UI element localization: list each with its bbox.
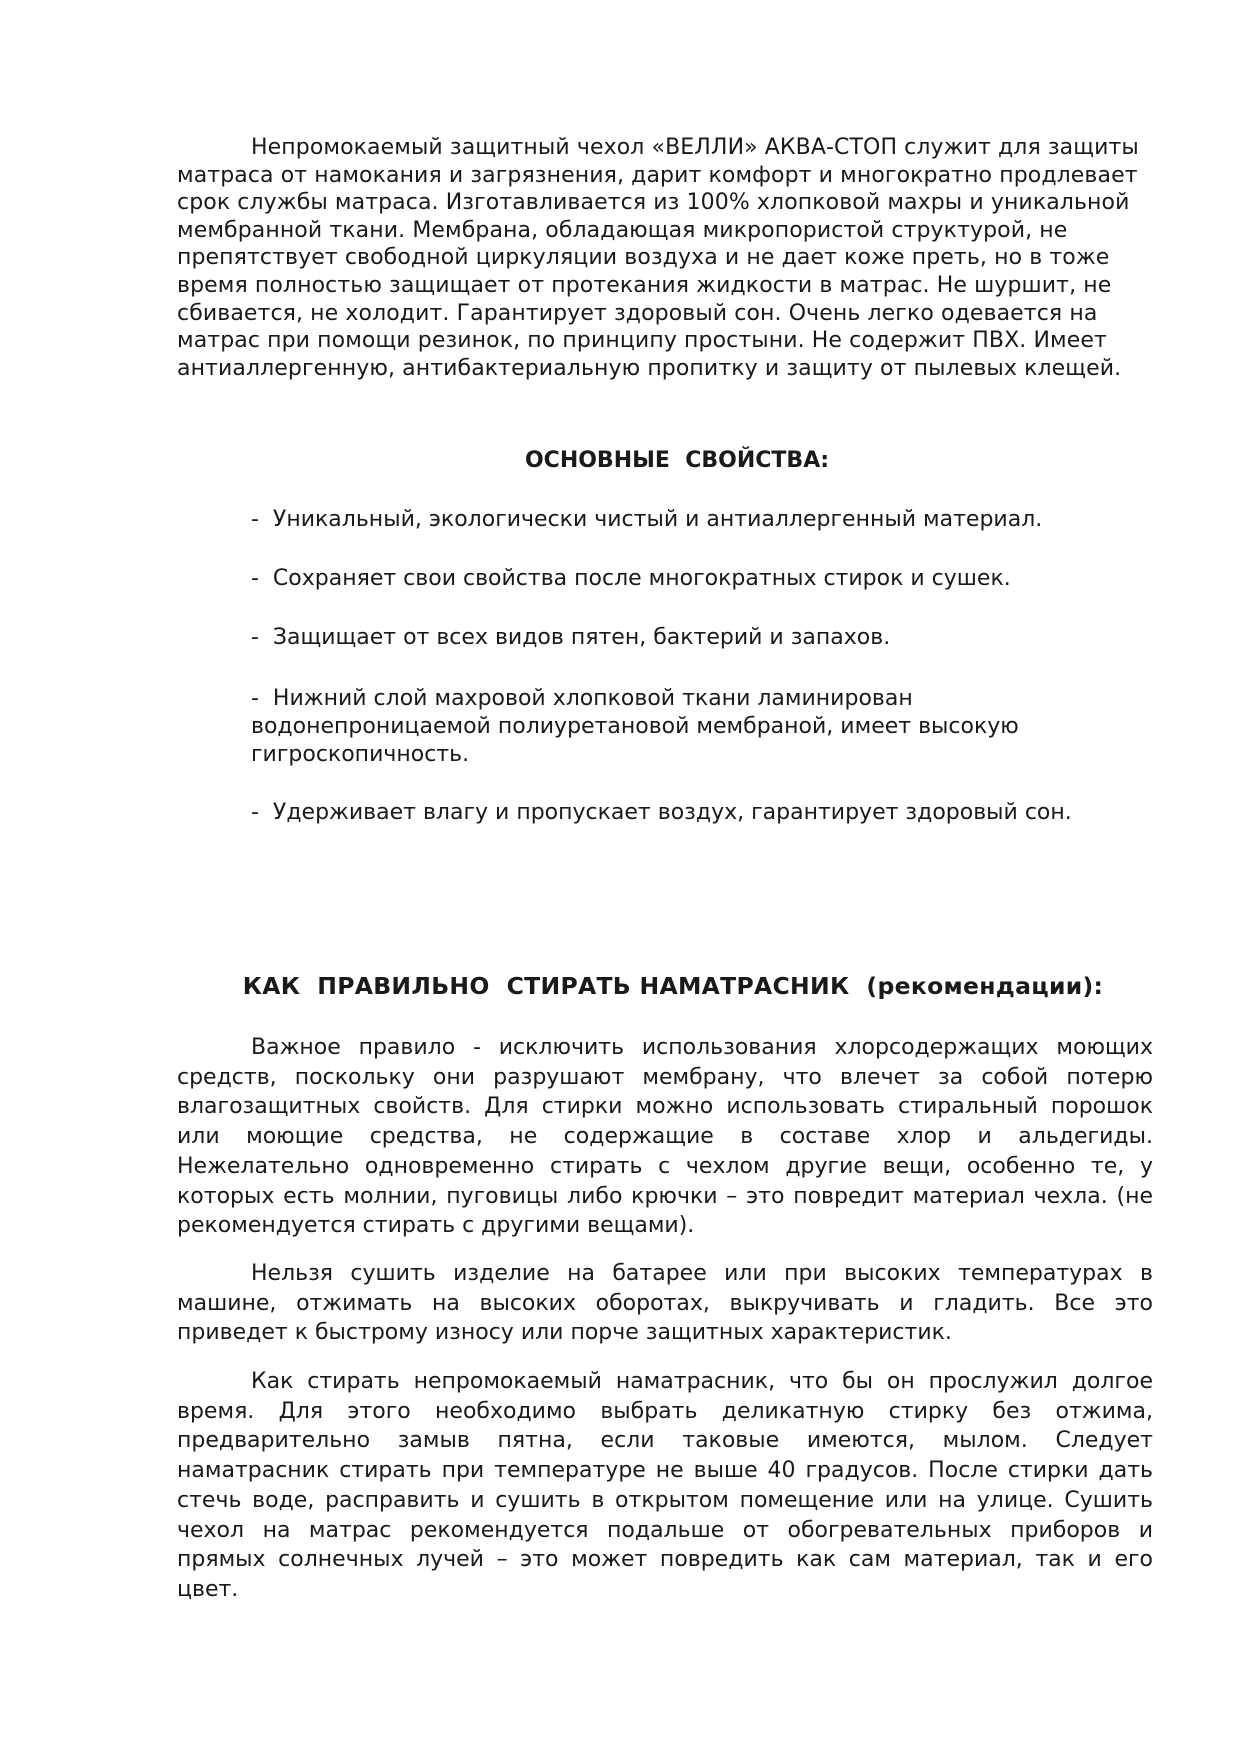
property-item: - Нижний слой махровой хлопковой ткани ламинирован водонепроницаемой полиуретановой мембраной, имеет высокую гигроскопичность.	[251, 686, 1026, 767]
intro-paragraph: Непромокаемый защитный чехол «ВЕЛЛИ» АКВА-СТОП служит для защиты матраса от намокания и загрязнения, дарит комфорт и многократно продлевает срок службы матраса. Изготавливается из 100% хлопковой махры и уникальной мембранной ткани. Мембрана, обладающая микропористой структурой, не препятствует свободной циркуляции воздуха и не дает коже преть, но в тоже время полностью защищает от протекания жидкости в матрас. Не шуршит, не сбивается, не холодит. Гарантирует здоровый сон. Очень легко одевается на матрас при помощи резинок, по принципу простыни. Не содержит ПВХ. Имеет антиаллергенную, антибактериальную пропитку и защиту от пылевых клещей.	[177, 135, 1139, 381]
washing-paragraph: Как стирать непромокаемый наматрасник, что бы он прослужил долгое время. Для этого необходимо выбрать деликатную стирку без отжима, предварительно замыв пятна, если таковые имеются, мылом. Следует наматрасник стирать при температуре не выше 40 градусов. После стирки дать стечь воде, расправить и сушить в открытом помещение или на улице. Сушить чехол на матрас рекомендуется подальше от обогревательных приборов и прямых солнечных лучей – это может повредить как сам материал, так и его цвет.	[177, 1369, 1153, 1602]
property-item: - Защищает от всех видов пятен, бактерий и запахов.	[251, 625, 891, 650]
washing-paragraph: Нельзя сушить изделие на батарее или при высоких температурах в машине, отжимать на высоких оборотах, выкручивать и гладить. Все это приведет к быстрому износу или порче защитных характеристик.	[177, 1261, 1153, 1346]
property-item: - Уникальный, экологически чистый и антиаллергенный материал.	[251, 507, 1043, 532]
washing-heading: КАК ПРАВИЛЬНО СТИРАТЬ НАМАТРАСНИК (рекомендации):	[242, 972, 1104, 1000]
washing-paragraph: Важное правило - исключить использования хлорсодержащих моющих средств, поскольку они разрушают мембрану, что влечет за собой потерю влагозащитных свойств. Для стирки можно использовать стиральный порошок или моющие средства, не содержащие в составе хлор и альдегиды. Нежелательно одновременно стирать с чехлом другие вещи, особенно те, у которых есть молнии, пуговицы либо крючки – это повредит материал чехла. (не рекомендуется стирать с другими вещами).	[177, 1035, 1153, 1239]
property-item: - Сохраняет свои свойства после многократных стирок и сушек.	[251, 566, 1011, 591]
properties-heading: ОСНОВНЫЕ СВОЙСТВА:	[524, 448, 830, 473]
property-item: - Удерживает влагу и пропускает воздух, гарантирует здоровый сон.	[251, 800, 1072, 825]
